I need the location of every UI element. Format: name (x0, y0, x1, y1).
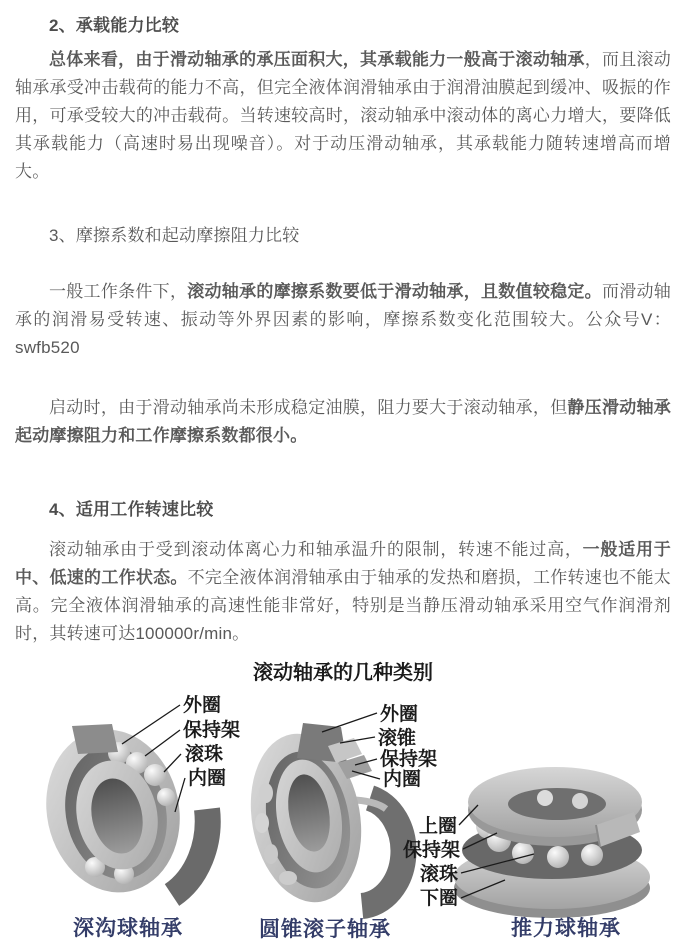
paragraph-friction (15, 278, 671, 362)
text-segment: 滚动轴承由于受到滚动体离心力和轴承温升的限制，转速不能过高， (49, 540, 583, 559)
deep-groove-ball-bearing-drawing (31, 717, 207, 905)
paragraph-load-capacity (15, 46, 671, 186)
label-cage: 保持架 (183, 720, 241, 741)
label-lower-ring: 下圈 (419, 888, 458, 909)
label-cage: 保持架 (380, 749, 438, 770)
caption-tapered-roller-bearing: 圆锥滚子轴承 (259, 917, 391, 941)
label-roller-cone: 滚锥 (378, 728, 417, 749)
caption-deep-groove-ball-bearing: 深沟球轴承 (73, 916, 183, 940)
caption-thrust-ball-bearing: 推力球轴承 (511, 916, 621, 940)
bold-text-segment: 一般适用于中、低速的工作状态。 (15, 540, 672, 587)
section-heading-friction: 3、摩擦系数和起动摩擦阻力比较 (49, 226, 300, 245)
bold-text-segment: 滚动轴承的摩擦系数要低于滑动轴承，且数值较稳定。 (187, 282, 602, 301)
text-segment: 而滑动轴承的润滑易受转速、振动等外界因素的影响，摩擦系数变化范围较大。公众号V：swfb520 (15, 282, 671, 357)
label-outer-ring: 外圈 (183, 695, 222, 716)
label-inner-ring: 内圈 (383, 769, 422, 790)
bearing-types-illustration (0, 688, 686, 949)
text-segment: 启动时，由于滑动轴承尚未形成稳定油膜，阻力要大于滚动轴承，但 (49, 398, 568, 417)
label-ball: 滚珠 (185, 744, 224, 765)
label-cage: 保持架 (402, 840, 460, 861)
bearing-types-figure (0, 658, 686, 949)
label-outer-ring: 外圈 (380, 704, 419, 725)
text-segment: 一般工作条件下， (49, 282, 188, 301)
paragraph-speed (15, 536, 671, 648)
label-upper-ring: 上圈 (418, 816, 457, 837)
tapered-roller-bearing-drawing (238, 723, 403, 911)
text-segment: ，而且滚动轴承承受冲击载荷的能力不高，但完全液体润滑轴承由于润滑油膜起到缓冲、吸振的作用，可承受较大的冲击载荷。当转速较高时，滚动轴承中滚动体的离心力增大，要降低其承载能力（高速时易出现噪音）。对于动压滑动轴承，其承载能力随转速增高而增大。 (15, 50, 672, 181)
section-heading-speed: 4、适用工作转速比较 (49, 500, 214, 519)
label-ball: 滚珠 (419, 864, 458, 885)
section-heading-load-capacity: 2、承载能力比较 (49, 16, 180, 35)
thrust-ball-bearing-drawing (454, 767, 650, 918)
figure-title: 滚动轴承的几种类别 (253, 662, 433, 684)
paragraph-startup-friction (15, 394, 671, 450)
bold-text-segment: 总体来看，由于滑动轴承的承压面积大，其承载能力一般高于滚动轴承 (49, 50, 585, 69)
label-inner-ring: 内圈 (188, 768, 227, 789)
text-segment: 不完全液体润滑轴承由于轴承的发热和磨损，工作转速也不能太高。完全液体润滑轴承的高速性能非常好，特别是当静压滑动轴承采用空气作润滑剂时，其转速可达100000r/min。 (15, 568, 671, 643)
bold-text-segment: 静压滑动轴承起动摩擦阻力和工作摩擦系数都很小。 (15, 398, 672, 445)
